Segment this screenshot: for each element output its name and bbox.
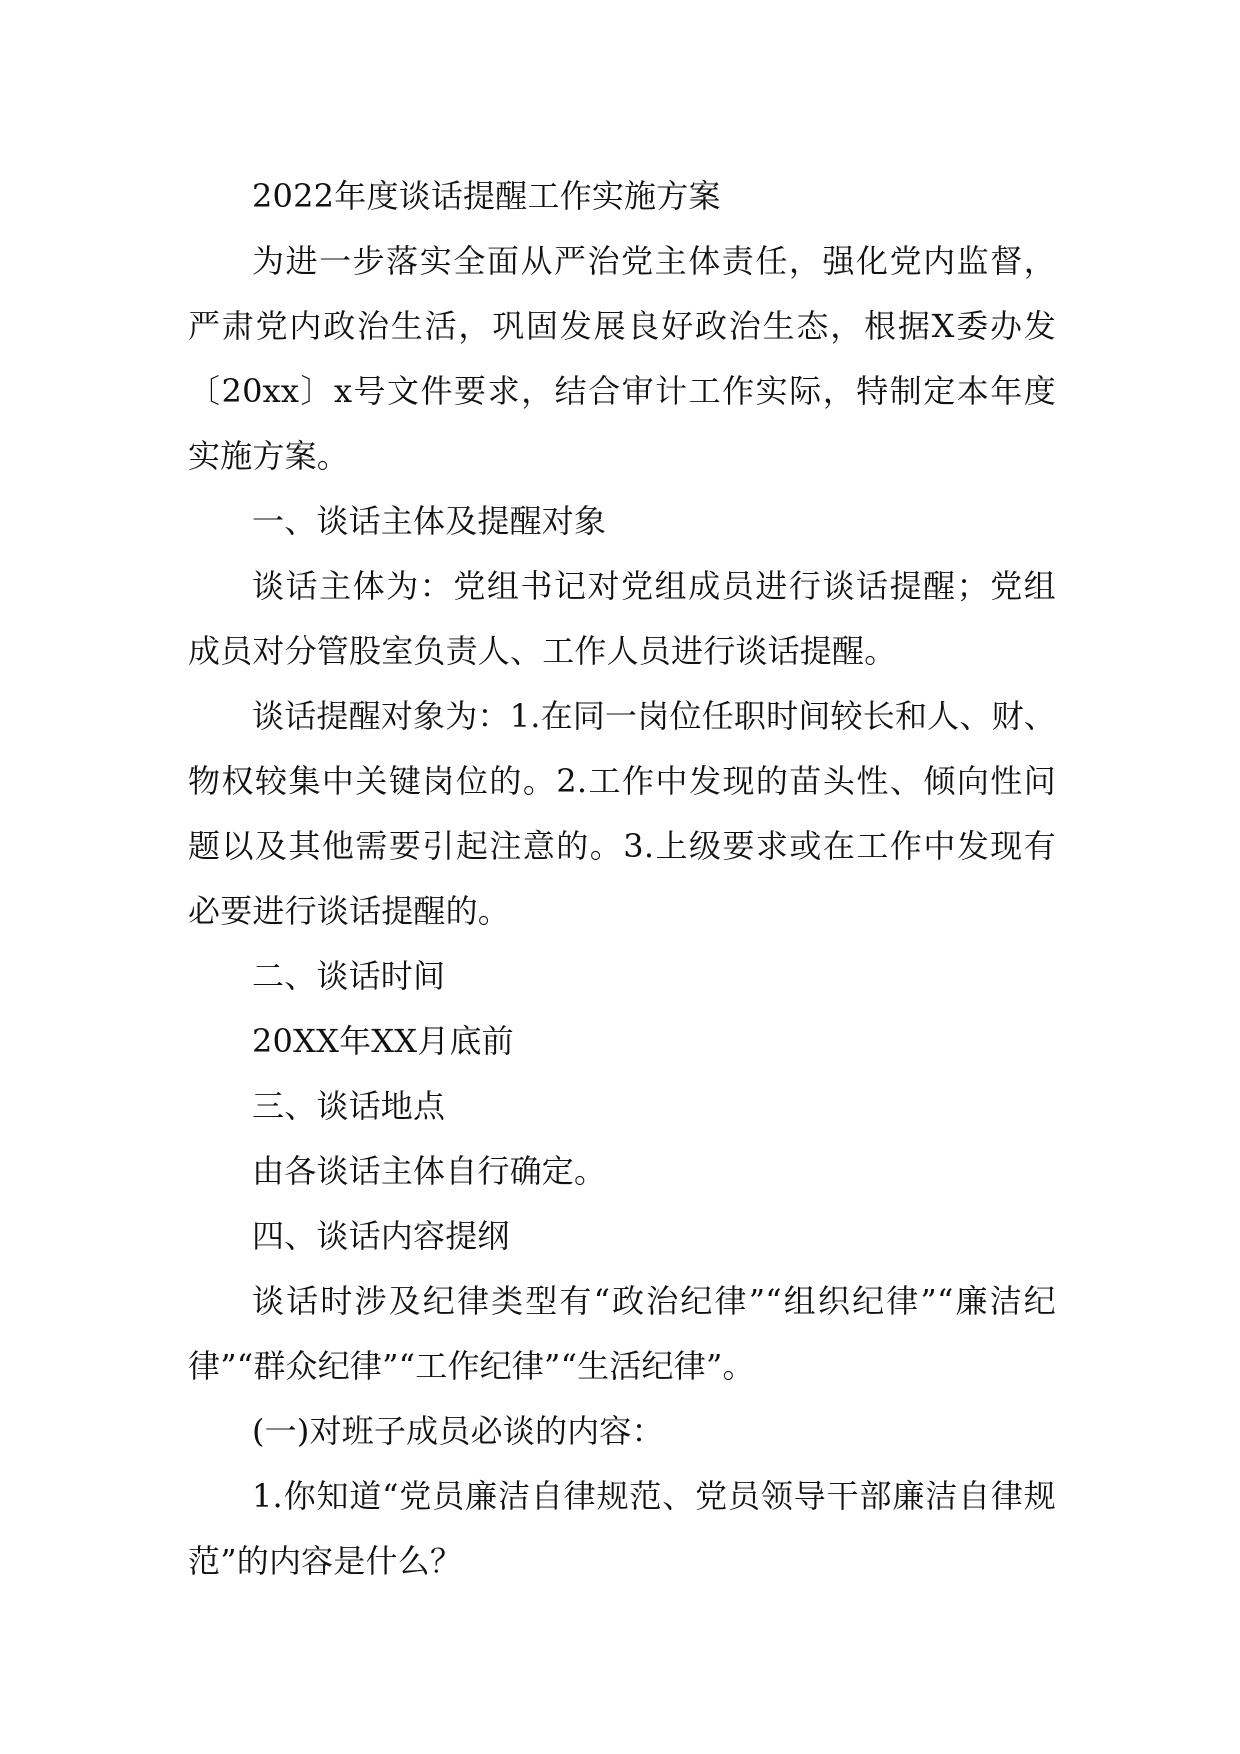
section-heading-3: 三、谈话地点: [252, 1087, 446, 1125]
section-heading-2: 二、谈话时间: [252, 957, 446, 995]
subject-paragraph: 谈话主体为：党组书记对党组成员进行谈话提醒；党组成员对分管股室负责人、工作人员进行谈话提醒。: [188, 567, 1056, 670]
section-heading-1: 一、谈话主体及提醒对象: [252, 502, 607, 540]
discipline-paragraph: 谈话时涉及纪律类型有“政治纪律”“组织纪律”“廉洁纪律”“群众纪律”“工作纪律”“生活纪律”。: [188, 1282, 1056, 1385]
intro-paragraph: 为进一步落实全面从严治党主体责任，强化党内监督，严肃党内政治生活，巩固发展良好政治生态，根据X委办发〔20xx〕x号文件要求，结合审计工作实际，特制定本年度实施方案。: [188, 242, 1056, 475]
location-paragraph: 由各谈话主体自行确定。: [252, 1152, 607, 1190]
document-title: 2022年度谈话提醒工作实施方案: [252, 177, 721, 215]
subsection-heading-1: (一)对班子成员必谈的内容：: [252, 1412, 664, 1450]
document-body: [188, 164, 1056, 1594]
time-paragraph: 20XX年XX月底前: [252, 1022, 514, 1060]
question-paragraph-1: 1.你知道“党员廉洁自律规范、党员领导干部廉洁自律规范”的内容是什么？: [188, 1477, 1056, 1580]
section-heading-4: 四、谈话内容提纲: [252, 1217, 510, 1255]
targets-paragraph: 谈话提醒对象为：1.在同一岗位任职时间较长和人、财、物权较集中关键岗位的。2.工作中发现的苗头性、倾向性问题以及其他需要引起注意的。3.上级要求或在工作中发现有必要进行谈话提醒的。: [188, 697, 1056, 930]
